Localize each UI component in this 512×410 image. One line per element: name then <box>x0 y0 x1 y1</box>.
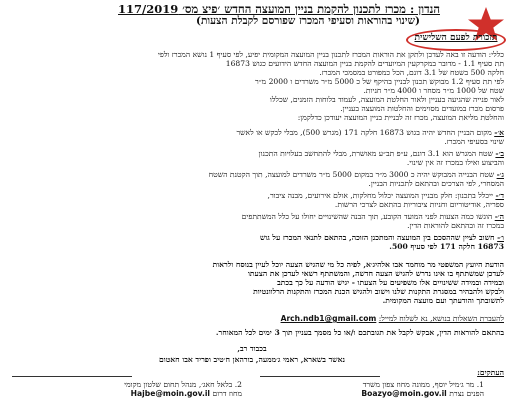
document-subtitle: (שינוי בהוראות וסעיפי המכרז שפורסם לקבלת הצעות) <box>196 15 420 27</box>
email-line <box>8 314 504 323</box>
list-item <box>8 212 504 221</box>
copy-detail: מחוז דרום <box>212 389 242 398</box>
recipients-label: העתקים: <box>477 368 504 377</box>
copy-number: 2. <box>234 380 242 389</box>
closing-line: בהתאם להוראות הדין, אבקש לקבל את תגובתכם ו/או כל מסמך בעניין תוך 3 ימים לכל המאוחר. <box>215 328 504 337</box>
item-label: ג׳- <box>496 170 504 179</box>
copy-number: 1. <box>476 380 484 389</box>
item-text: מקום הבניין החדש יהיה בגוש 16873 חלקה 171 (מגרש 500), מבלי לבקש או לאשר <box>236 128 492 137</box>
item-text: המסחרי, לפי הצרכים ובהתאם לתכניות הבניין. <box>368 179 504 188</box>
advisor-line: לעדכן שמשתתף בו אינו נדרש להגיש הצעה חדשה, והמשתתף רשאי לעדכן את הצעתו <box>247 269 504 278</box>
divider <box>12 376 132 377</box>
item-text: במכרז זה ובהתאם להוראות הדין. <box>407 221 504 230</box>
item-text: ייכלל בתכנון: חלק מבניין המועצה יכלול מחלקות, אולם אירועים, מבנה ציבור, <box>267 191 494 200</box>
item-text: 16873 חלקה 171 לפי סעיף 500. <box>389 242 504 251</box>
item-text: חשוב לציין שההסכם בין המועצה והמתכנן הזוכה, בהתאם לתנאי המכרז על גוש <box>259 233 495 242</box>
body-line: לפי תת סעיף 1.2 מבוקש תכנון לבניין בהיקף של כ 5000 מ״ר משרדים ו 2000 מ״ר <box>255 77 504 86</box>
update-line: לתשובתך והודעתך ועם מועצה המקומית. <box>382 296 504 305</box>
copy-recipient-detail <box>12 389 242 398</box>
regards: בכבוד רב, <box>237 344 267 353</box>
advisor-line: ובמידה ובמידה ששינויים אלו משפיעים על הצעתו - יגיש הודעה על כך בכתב <box>277 278 504 287</box>
list-item <box>8 221 504 230</box>
list-item <box>8 137 504 146</box>
copy-recipient-detail <box>259 389 484 398</box>
list-item <box>8 170 504 179</box>
list-item <box>8 128 504 137</box>
advisor-line: הודעת היועץ המשפטי מר מוחמד אבו אלהיג׳א, לפיה כל מי שהגיש הצעה יוכל לעיין בנוסח ולראות <box>212 260 504 269</box>
email-instruction: להעברת השאלות בנושא, נא לשלוח למייל: <box>378 314 504 323</box>
item-label: ב׳- <box>495 149 504 158</box>
copy-name: מר ג׳מיל יוסף, ממונה מחוז צפון משרד <box>362 380 475 389</box>
copy-detail: הפנים נצרת <box>449 389 484 398</box>
item-text: ספריה, אודיטוריום וחניות ציבוריות בהתאם לצרכי הרשות. <box>334 200 504 209</box>
copy-recipient <box>12 380 242 389</box>
body-line: והחלטת מליאת המועצה, מכרז זה לבניית בניין המועצה יעודכן כדלקמן: <box>297 113 504 122</box>
item-label: ד׳- <box>495 191 504 200</box>
copy-name: בלאל חאג׳, מנהל תחום שלטון מקומי <box>124 380 233 389</box>
item-label: א׳- <box>494 128 504 137</box>
body-line: פרסום מכרז במועדים מסוימים והחלטות המועצה בעניין. <box>340 104 504 113</box>
item-text: הוגשו כמה הצעות לפני המועד הקובע, תוך הבנה שהשינויים יחולו על כלל המשתתפים <box>241 212 493 221</box>
document-title: הנדון : מכרז לתכנון להקמת בניין המועצה החדש ׳פיצ מס׳ 117/2019 <box>118 2 440 16</box>
copy-email-link[interactable]: Hajbe@moin.gov.il <box>130 389 211 398</box>
body-line: לאור פנייה שהגיעה בעניין ולאור החלטת המועצה, לעמוד בלוחות הזמנים, שכללו <box>269 95 504 104</box>
body-line: חלקה 500 בשטח של 3.1 דונם, הכל כמפורט במסמכי המכרז. <box>319 68 504 77</box>
list-item <box>8 200 504 209</box>
copy-recipient <box>259 380 484 389</box>
divider <box>260 376 380 377</box>
signers: נאשד בשארא, ראמי ג׳ממעה, בורהאן ח׳טיב ופריד אבו חאטום <box>159 355 345 364</box>
item-text: שטח המגרש הוא 3.1 דונם, ע״פ תב״ע מאושרת, מבלי להתחשב בעלויות התכנון <box>258 149 493 158</box>
item-text: שינוי בסעיפי המכרז. <box>444 137 504 146</box>
advisor-line: ולבקש ולהבהיר במסגרת התקנות שלנו וישוב ולהגיש הכנת המכרז והתקנות הרלוונטיות <box>253 287 504 296</box>
item-text: שטח הבנייה המבוקש יהיה כ 3000 מ״ר במקום 5000 מ״ר משרדים למועצה, תוך הקטנת השטח <box>208 170 495 179</box>
list-item <box>8 149 504 158</box>
item-label: ה׳- <box>494 212 504 221</box>
list-item <box>8 158 504 167</box>
body-line: תת סעיף 1.1 - מדובר במקרקעין המיועדים להקמת בניין המועצה החדש הידועים כגוש 16873 <box>225 59 504 68</box>
body-line: כללי: הודעה זו באה לעדכן ולתקן את הוראות המכרז לתכנון בניין המועצה המקומית יפיע, לפי סעיף 1 נושא המכרז ולפי <box>157 50 504 59</box>
item-text: והביצוע ואילו במכרז זה אין שינוי. <box>406 158 504 167</box>
item-label: ו׳- <box>497 233 504 242</box>
list-item <box>8 179 504 188</box>
reminder-note: תזכורת לפעם השלישית <box>414 33 498 43</box>
body-line: שטח של 1000 מ״ר מסחר ו 4000 מ״ר חניות. <box>363 86 504 95</box>
list-item <box>8 191 504 200</box>
copy-email-link[interactable]: Boazyo@moin.gov.il <box>361 389 447 398</box>
contact-email-link[interactable]: Arch.ndb1@gmail.com <box>280 314 377 323</box>
list-item <box>8 233 504 242</box>
list-item <box>8 242 504 251</box>
